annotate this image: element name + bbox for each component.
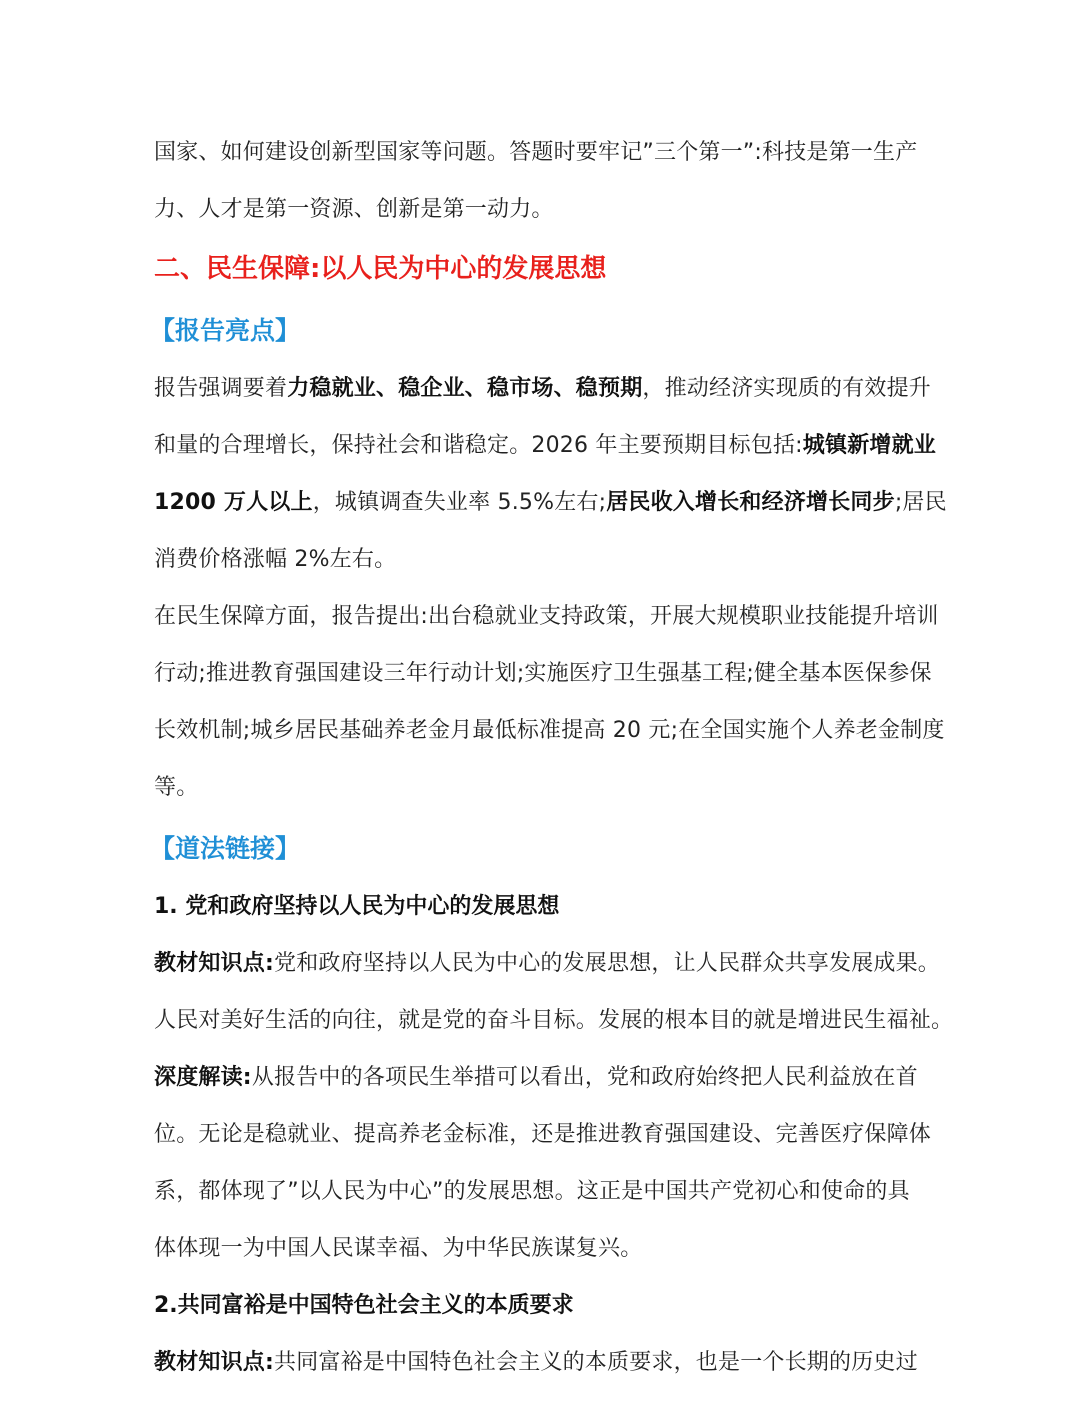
highlights-paragraph-2-line-2: 行动;推进教育强国建设三年行动计划;实施医疗卫生强基工程;健全基本医保参保 <box>154 661 932 686</box>
links-heading: 【道法链接】 <box>150 834 301 863</box>
item-2-title: 2.共同富裕是中国特色社会主义的本质要求 <box>154 1293 574 1318</box>
text: 党和政府坚持以人民为中心的发展思想，让人民群众共享发展成果。 <box>274 951 941 976</box>
item-1-analysis-line-2: 位。无论是稳就业、提高养老金标准，还是推进教育强国建设、完善医疗保障体 <box>154 1122 932 1147</box>
highlights-paragraph-1-line-1 <box>154 360 932 417</box>
text: ，推动经济实现质的有效提升 <box>642 376 932 401</box>
bold-text: 城镇新增就业 <box>802 433 936 458</box>
item-1-analysis-line-3: 系，都体现了”以人民为中心”的发展思想。这正是中国共产党初心和使命的具 <box>154 1179 910 1204</box>
bold-text: 居民收入增长和经济增长同步 <box>606 490 895 515</box>
section-2-title: 二、民生保障:以人民为中心的发展思想 <box>154 254 607 284</box>
text: 和量的合理增长，保持社会和谐稳定。2026 年主要预期目标包括: <box>154 433 803 458</box>
bold-text: 力稳就业、稳企业、稳市场、稳预期 <box>287 376 643 401</box>
text: ，城镇调查失业率 5.5%左右; <box>312 490 607 515</box>
item-2-knowledge-line-1 <box>154 1334 924 1391</box>
highlights-paragraph-1-line-3 <box>154 474 947 531</box>
highlights-paragraph-2-line-1: 在民生保障方面，报告提出:出台稳就业支持政策，开展大规模职业技能提升培训 <box>154 604 939 629</box>
highlights-paragraph-1-line-2 <box>154 417 936 474</box>
bold-text: 1200 万人以上 <box>154 490 313 515</box>
document-page <box>150 124 954 1391</box>
analysis-label: 深度解读: <box>154 1065 252 1090</box>
item-1-analysis-line-1 <box>154 1049 924 1106</box>
text: 报告强调要着 <box>154 376 288 401</box>
item-1-knowledge-line-2: 人民对美好生活的向往，就是党的奋斗目标。发展的根本目的就是增进民生福祉。 <box>154 1008 954 1033</box>
text: ;居民 <box>894 490 947 515</box>
item-1-knowledge-line-1 <box>154 935 941 992</box>
highlights-paragraph-2-line-4: 等。 <box>154 775 199 800</box>
text: 从报告中的各项民生举措可以看出，党和政府始终把人民利益放在首 <box>251 1065 918 1090</box>
knowledge-label: 教材知识点: <box>154 951 274 976</box>
item-1-title: 1. 党和政府坚持以人民为中心的发展思想 <box>154 894 560 919</box>
intro-line-1: 国家、如何建设创新型国家等问题。答题时要牢记”三个第一”:科技是第一生产 <box>154 140 918 165</box>
intro-line-2: 力、人才是第一资源、创新是第一动力。 <box>154 197 554 222</box>
highlights-heading: 【报告亮点】 <box>150 316 301 345</box>
highlights-paragraph-1-line-4: 消费价格涨幅 2%左右。 <box>154 547 397 572</box>
item-1-analysis-line-4: 体体现一为中国人民谋幸福、为中华民族谋复兴。 <box>154 1236 643 1261</box>
text: 共同富裕是中国特色社会主义的本质要求，也是一个长期的历史过 <box>274 1350 918 1375</box>
highlights-paragraph-2-line-3: 长效机制;城乡居民基础养老金月最低标准提高 20 元;在全国实施个人养老金制度 <box>154 718 945 743</box>
knowledge-label: 教材知识点: <box>154 1350 274 1375</box>
